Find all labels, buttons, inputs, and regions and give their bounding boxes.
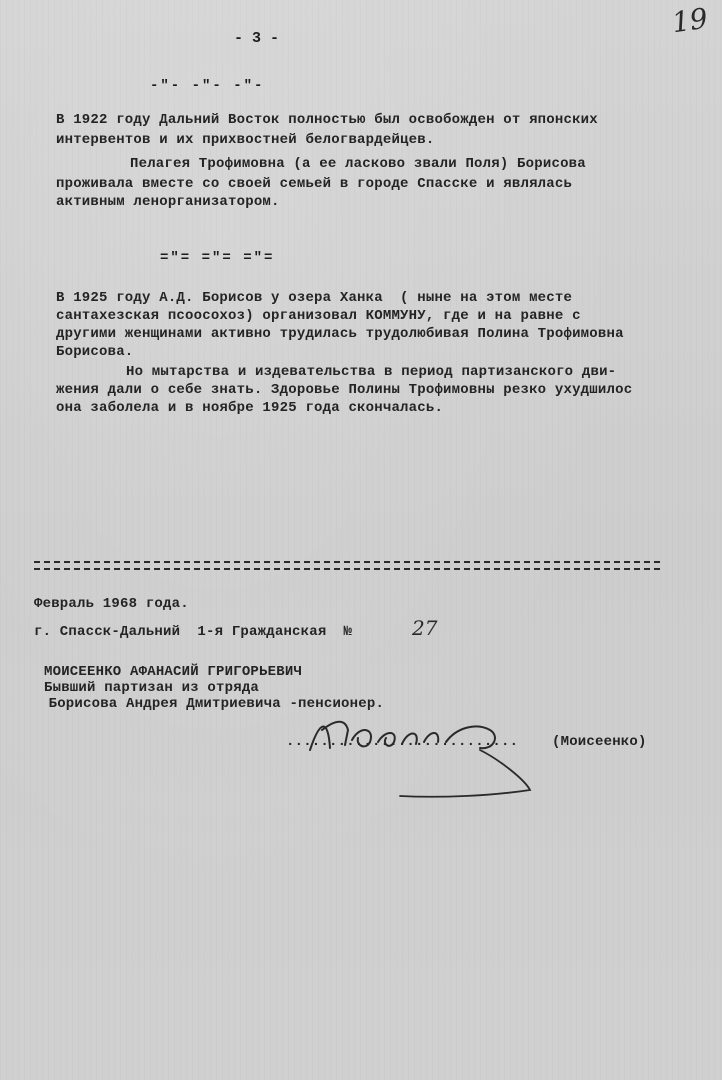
text-line: интервентов и их прихвостней белогвардейцев. <box>56 132 435 148</box>
text-line: Пелагея Трофимовна (а ее ласково звали Поля) Борисова <box>130 156 586 172</box>
text-line: она заболела и в ноябре 1925 года скончалась. <box>56 400 444 416</box>
handwritten-signature <box>290 700 550 810</box>
text-line: Борисова. <box>56 344 134 360</box>
address-number-handwritten: 27 <box>412 616 438 640</box>
text-line: жения дали о себе знать. Здоровье Полины Трофимовны резко ухудшилос <box>56 382 633 398</box>
address: г. Спасск-Дальний 1-я Гражданская № <box>34 624 353 640</box>
text-line: В 1922 году Дальний Восток полностью был освобожден от японских <box>56 112 598 128</box>
text-line: другими женщинами активно трудилась трудолюбивая Полина Трофимовна <box>56 326 624 342</box>
separator: ="= ="= ="= <box>160 250 275 266</box>
author-role: Бывший партизан из отряда <box>44 680 260 696</box>
horizontal-divider <box>34 561 660 570</box>
text-line: Но мытарства и издевательства в период партизанского дви- <box>126 364 617 380</box>
text-line: В 1925 году А.Д. Борисов у озера Ханка ( ныне на этом месте <box>56 290 573 306</box>
text-line: проживала вместе со своей семьей в городе Спасске и являлась <box>56 176 573 192</box>
author-detachment: Борисова Андрея Дмитриевича -пенсионер. <box>40 696 385 712</box>
date: Февраль 1968 года. <box>34 596 189 612</box>
signature-name: (Моисеенко) <box>552 734 647 750</box>
text-line: сантахезская псоосохоз) организовал КОММУНУ, где и на равне с <box>56 308 581 324</box>
signature-line: ........................... <box>286 734 519 750</box>
handwritten-page-number: 19 <box>669 1 710 40</box>
page-number: - 3 - <box>234 30 280 47</box>
separator: -"- -"- -"- <box>150 78 265 94</box>
author-name: МОИСЕЕНКО АФАНАСИЙ ГРИГОРЬЕВИЧ <box>44 664 303 680</box>
text-line: активным ленорганизатором. <box>56 194 280 210</box>
